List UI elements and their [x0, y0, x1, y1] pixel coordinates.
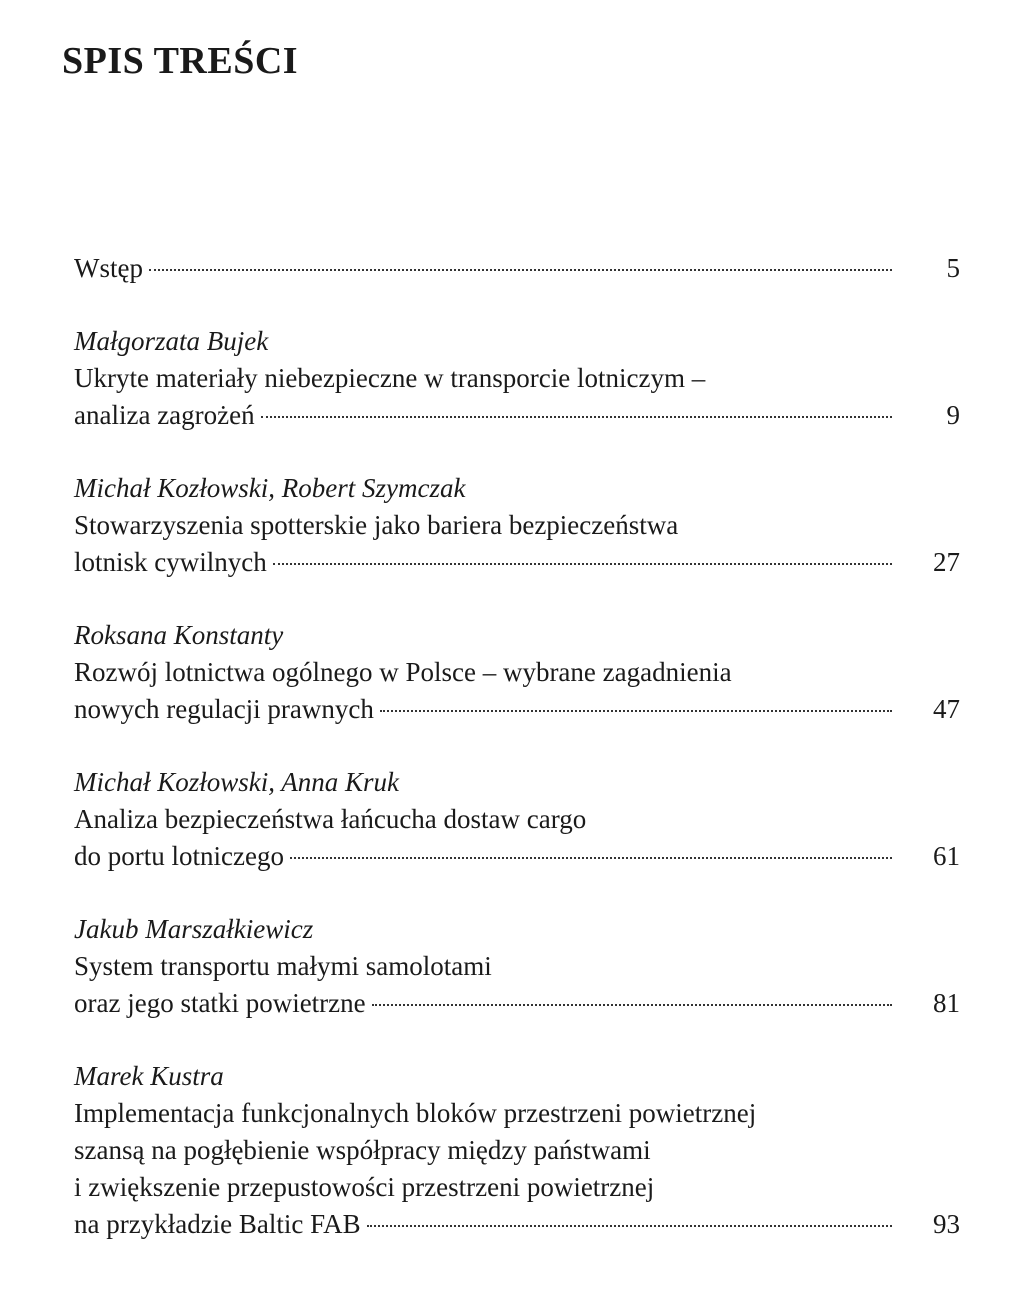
toc-entry-title-end: oraz jego statki powietrzne	[74, 988, 366, 1018]
toc-page-number: 81	[933, 988, 960, 1018]
toc-entry[interactable]	[74, 911, 960, 1022]
dot-leader	[372, 1004, 892, 1006]
dot-leader	[367, 1225, 892, 1227]
toc-entry-line	[74, 1206, 960, 1243]
toc-entry-author: Michał Kozłowski, Anna Kruk	[74, 767, 400, 797]
toc-page-number: 5	[946, 253, 960, 283]
toc-entry-title-end: analiza zagrożeń	[74, 400, 255, 430]
toc-entry-title-end: na przykładzie Baltic FAB	[74, 1209, 361, 1239]
toc-page-number: 93	[933, 1209, 960, 1239]
toc-entry-title-end: do portu lotniczego	[74, 841, 284, 871]
toc-entry-author: Małgorzata Bujek	[74, 326, 269, 356]
toc-entry-author: Roksana Konstanty	[74, 620, 284, 650]
toc-entry-title-line: i zwiększenie przepustowości przestrzeni powietrznej	[74, 1172, 655, 1202]
toc-entry-title-line: Stowarzyszenia spotterskie jako bariera bezpieczeństwa	[74, 510, 679, 540]
table-of-contents	[74, 250, 960, 1243]
dot-leader	[273, 563, 892, 565]
toc-entry-line	[74, 838, 960, 875]
toc-page-number: 27	[933, 547, 960, 577]
toc-page-number: 9	[946, 400, 960, 430]
toc-entry-title-end: lotnisk cywilnych	[74, 547, 267, 577]
toc-entry-author: Marek Kustra	[74, 1061, 224, 1091]
dot-leader	[149, 269, 892, 271]
toc-entry-author: Michał Kozłowski, Robert Szymczak	[74, 473, 466, 503]
toc-entry-title-end: nowych regulacji prawnych	[74, 694, 374, 724]
toc-entry[interactable]	[74, 1058, 960, 1243]
toc-entry-line	[74, 544, 960, 581]
dot-leader	[261, 416, 892, 418]
toc-entry-line	[74, 397, 960, 434]
toc-entry-title: Wstęp	[74, 253, 143, 283]
page-title: SPIS TREŚCI	[62, 40, 299, 82]
toc-page-number: 47	[933, 694, 960, 724]
toc-page-number: 61	[933, 841, 960, 871]
toc-entry-author: Jakub Marszałkiewicz	[74, 914, 314, 944]
toc-entry-title-line: System transportu małymi samolotami	[74, 951, 492, 981]
toc-entry[interactable]	[74, 764, 960, 875]
toc-entry-title-line: Implementacja funkcjonalnych bloków przestrzeni powietrznej	[74, 1098, 757, 1128]
toc-entry-title-line: Rozwój lotnictwa ogólnego w Polsce – wybrane zagadnienia	[74, 657, 732, 687]
toc-entry[interactable]	[74, 617, 960, 728]
toc-entry-line	[74, 985, 960, 1022]
toc-entry[interactable]	[74, 323, 960, 434]
toc-entry-line	[74, 691, 960, 728]
toc-entry-line	[74, 250, 960, 287]
dot-leader	[290, 857, 892, 859]
toc-entry-introduction[interactable]	[74, 250, 960, 287]
toc-entry-title-line: Ukryte materiały niebezpieczne w transporcie lotniczym –	[74, 363, 706, 393]
dot-leader	[380, 710, 892, 712]
toc-entry-title-line: Analiza bezpieczeństwa łańcucha dostaw cargo	[74, 804, 587, 834]
toc-entry-title-line: szansą na pogłębienie współpracy między państwami	[74, 1135, 651, 1165]
toc-entry[interactable]	[74, 470, 960, 581]
